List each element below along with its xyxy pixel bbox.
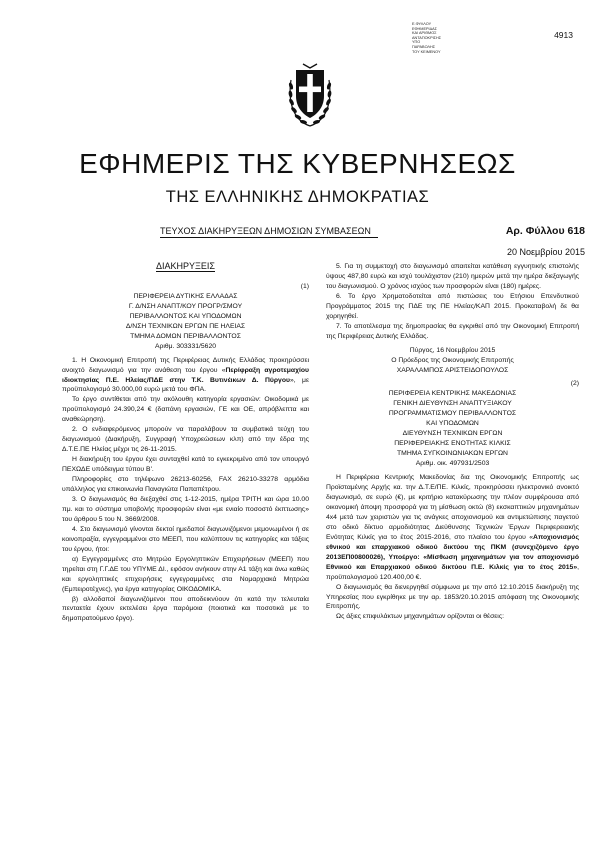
reference-number-2: Αριθμ. οικ. 497931/2503 (415, 460, 490, 468)
barcode-line: ΠΑΡΑΒΟΛΗΣ (412, 44, 436, 49)
page-number: 4913 (554, 30, 573, 40)
paragraph: Το έργο συντίθεται από την ακόλουθη κατηγορία εργασιών: Οικοδομικά με προϋπολογισμό 24.390,24 € (δαπάνη εργασιών, ΓΕ και ΟΕ, απρόβλεπτα και αναθεώρηση). (62, 396, 309, 424)
section-heading (62, 262, 309, 272)
paragraph-text: Η Περιφέρεια Κεντρικής Μακεδονίας δια της Οικονομικής Επιτροπής ως Προϊσταμένης Αρχής κα. την Δ.Τ.Ε/ΠΕ. Κιλκίς, προκηρύσσει ηλεκτρονικό ανοικτό διαγωνισμό, σε ευρώ (€), με κριτήριο κατακύρωσης την πλέον συμφέρουσα από οικονομική άποψη προσφορά για τη μίσθωση οκτώ (8) εκσκαπτικών μηχανημάτων 4x4 μετά των χειριστών για τις ανάγκες αποχιονισμού και αντιμετώπισης παγετού στο οδικό δίκτυο αρμοδιότητας Διεύθυνσης Τεχνικών Έργων Περιφερειακής Ενότητας Κιλκίς για το έτος 2015-2016, στο πλαίσιο του έργου « (326, 474, 579, 541)
paragraph: 3. Ο διαγωνισμός θα διεξαχθεί στις 1-12-2015, ημέρα ΤΡΙΤΗ και ώρα 10.00 πμ. και το σύστημα υποβολής προσφορών είναι «με ενιαίο ποσοστό έκπτωσης» του άρθρου 5 του Ν. 3669/2008. (62, 495, 309, 523)
authority-line: Γ. Δ/ΝΣΗ ΑΝΑΠΤ/ΚΟΥ ΠΡΟΓΡ/ΣΜΟΥ (128, 302, 243, 310)
paragraph (326, 473, 579, 582)
paragraph-text: », με προϋπολογισμό 30.000,00 ευρώ μετά του ΦΠΑ. (62, 376, 309, 394)
paragraph: 5. Για τη συμμετοχή στο διαγωνισμό απαιτείται κατάθεση εγγυητικής επιστολής ύψους 487,80 ευρώ και ισχύ τουλάχιστον (210) ημερών μετά την ημέρα διεξαγωγής του διαγωνισμού. Ο χρόνος ισχύος των προσφορών είναι (180) ημέρες. (326, 263, 579, 290)
paragraph: Η διακήρυξη του έργου έχει συνταχθεί κατά το εγκεκριμένο από τον υπουργό ΠΕΧΩΔΕ υπόδειγμα τύπου Β'. (62, 456, 309, 474)
gazette-subtitle: ΤΗΣ ΕΛΛΗΝΙΚΗΣ ΔΗΜΟΚΡΑΤΙΑΣ (165, 188, 430, 206)
barcode-line: Ε.ΦΥΛΛΟΥ (412, 22, 432, 26)
signature-place-date: Πύργος, 16 Νοεμβρίου 2015 (409, 346, 496, 354)
paragraph-text: 1. Η Οικονομική Επιτροπή της Περιφέρειας Δυτικής Ελλάδας προκηρύσσει ανοιχτό διαγωνισμό για την ανάθεση του έργου « (62, 356, 309, 374)
authority-line: ΠΕΡΙΒΑΛΛΟΝΤΟΣ ΚΑΙ ΥΠΟΔΟΜΩΝ (129, 312, 242, 320)
authority-line: ΤΜΗΜΑ ΔΟΜΩΝ ΠΕΡΙΒΑΛΛΟΝΤΟΣ (130, 332, 241, 340)
gazette-title: ΕΦΗΜΕΡΙΣ ΤΗΣ ΚΥΒΕΡΝΗΣΕΩΣ (79, 148, 516, 179)
notice-number-2: (2) (570, 380, 579, 388)
signer-role: Ο Πρόεδρος της Οικονομικής Επιτροπής (391, 356, 514, 364)
barcode-line: ΑΝΤΑΠΟΚΡΙΣΗΣ (412, 35, 442, 40)
authority-line: ΚΑΙ ΥΠΟΔΟΜΩΝ (426, 420, 479, 428)
authority-line: ΠΕΡΙΦΕΡΕΙΑΚΗΣ ΕΝΟΤΗΤΑΣ ΚΙΛΚΙΣ (394, 440, 511, 448)
authority-line: ΠΕΡΙΦΕΡΕΙΑ ΔΥΤΙΚΗΣ ΕΛΛΑΔΑΣ (133, 292, 238, 300)
authority-line: ΓΕΝΙΚΗ ΔΙΕΥΘΥΝΣΗ ΑΝΑΠΤΥΞΙΑΚΟΥ (393, 400, 512, 408)
issue-label: ΤΕΥΧΟΣ ΔΙΑΚΗΡΥΞΕΩΝ ΔΗΜΟΣΙΩΝ ΣΥΜΒΑΣΕΩΝ (160, 226, 371, 236)
barcode-line: ΕΦΗΜΕΡΙΔΑΣ (412, 26, 438, 31)
greek-coat-of-arms-icon (286, 52, 334, 130)
barcode-stamp (412, 22, 462, 54)
issue-underline (160, 237, 378, 238)
left-column (62, 262, 309, 624)
authority-line: ΔΙΕΥΘΥΝΣΗ ΤΕΧΝΙΚΩΝ ΕΡΓΩΝ (402, 430, 503, 438)
project-title: Περίφραξη αγροτεμαχίου ιδιοκτησίας Π.Ε. Ηλείας/ΠΔΕ στην Τ.Κ. Βυτινέικων Δ. Πύργου (62, 366, 310, 384)
authority-line: ΤΜΗΜΑ ΣΥΓΚΟΙΝΩΝΙΑΚΩΝ ΕΡΓΩΝ (397, 450, 508, 458)
paragraph: 6. Το έργο Χρηματοδοτείται από πιστώσεις του Ετήσιου Επενδυτικού Προγράμματος 2015 της ΠΔΕ της ΠΕ Ηλείας/ΚΑΠ 2015. Προκαταβολή δε θα χορηγηθεί. (326, 292, 579, 320)
barcode-line: ΚΑΙ ΑΡΙΘΜΟΣ (412, 31, 437, 36)
reference-number-1: Αριθμ. 303331/5620 (154, 342, 217, 350)
paragraph: Πληροφορίες στο τηλέφωνο 26213-60256, FAX 26210-33278 αρμόδια υπάλληλος για επικοινωνία Παναγιώτα Παπαπέτρου. (62, 476, 309, 494)
right-column (326, 262, 579, 622)
issue-date: 20 Νοεμβρίου 2015 (507, 247, 585, 257)
paragraph: 2. Ο ενδιαφερόμενος μπορούν να παραλάβουν τα συμβατικά τεύχη του διαγωνισμού (Διακήρυξη, Συγγραφή Υποχρεώσεων κλπ) από την έδρα της Δ.Τ.Ε.ΠΕ Ηλείας μέχρι τις 26-11-2015. (62, 426, 309, 454)
paragraph: 7. Το αποτέλεσμα της δημοπρασίας θα εγκριθεί από την Οικονομική Επιτροπή της Περιφέρειας Δυτικής Ελλάδας. (326, 322, 579, 340)
authority-line: ΠΡΟΓΡΑΜΜΑΤΙΣΜΟΥ ΠΕΡΙΒΑΛΛΟΝΤΟΣ (388, 410, 517, 418)
notice-number-1: (1) (300, 282, 309, 290)
paragraph: 4. Στο διαγωνισμό γίνονται δεκτοί ημεδαποί διαγωνιζόμενοι μεμονωμένοι ή σε κοινοπραξία, εγγεγραμμένοι στο ΜΕΕΠ, που καλύπτουν τις κατηγορίες και τάξεις του έργου, ήτοι: (62, 525, 309, 553)
barcode-line: ΤΟΥ ΚΕΙΜΕΝΟΥ (412, 49, 441, 54)
paragraph-text: , προϋπολογισμού 120.400,00 €. (326, 563, 579, 581)
barcode-line: ΥΠΟ (412, 40, 421, 45)
signer-name: ΧΑΡΑΛΑΜΠΟΣ ΑΡΙΣΤΕΙΔΟΠΟΥΛΟΣ (396, 366, 509, 374)
section-heading-text: ΔΙΑΚΗΡΥΞΕΙΣ (156, 261, 215, 271)
paragraph: β) αλλοδαποί διαγωνιζόμενοι που αποδεικνύουν ότι κατά την τελευταία πενταετία έχουν εκτελέσει έργα παρόμοια (ποιοτικά και ποσοτικά με το δημοπρατούμενο έργο). (62, 595, 309, 623)
paragraph: Ο διαγωνισμός θα διενεργηθεί σύμφωνα με την από 12.10.2015 διακήρυξη της Υπηρεσίας που εγκρίθηκε με την αρ. 1853/20.10.2015 απόφαση της Οικονομικής Επιτροπής. (326, 583, 579, 611)
paragraph (62, 356, 309, 396)
sheet-number: Αρ. Φύλλου 618 (505, 225, 585, 237)
authority-line: ΠΕΡΙΦΕΡΕΙΑ ΚΕΝΤΡΙΚΗΣ ΜΑΚΕΔΟΝΙΑΣ (388, 390, 517, 398)
authority-line: Δ/ΝΣΗ ΤΕΧΝΙΚΩΝ ΕΡΓΩΝ ΠΕ ΗΛΕΙΑΣ (125, 322, 246, 330)
issue-row (160, 226, 585, 238)
project-title: Αποχιονισμός εθνικού και επαρχιακού οδικού δικτύου της ΠΚΜ (συνεχιζόμενο έργο 2013ΕΠ00800026), Υποέργο: «Μίσθωση μηχανημάτων για τον αποχιονισμό Εθνικού και Επαρχιακού οδικού δικτύου Π.Ε. Κιλκίς για το έτος 2015» (326, 533, 579, 571)
paragraph: Ως άξιες επιφυλάκτων μηχανημάτων ορίζονται οι θέσεις: (336, 613, 504, 621)
paragraph: α) Εγγεγραμμένες στο Μητρώο Εργοληπτικών Επιχειρήσεων (ΜΕΕΠ) που τηρείται στη Γ.Γ.ΔΕ του ΥΠΥΜΕ ΔΙ., εφόσον ανήκουν στην Α1 τάξη και άνω καθώς και εργοληπτικές επιχειρήσεις εγγεγραμμένες στα Νομαρχιακά Μητρώα (Εμπειροτέχνες), για έργα κατηγορίας ΟΙΚΟΔΟΜΙΚΑ. (62, 555, 309, 593)
